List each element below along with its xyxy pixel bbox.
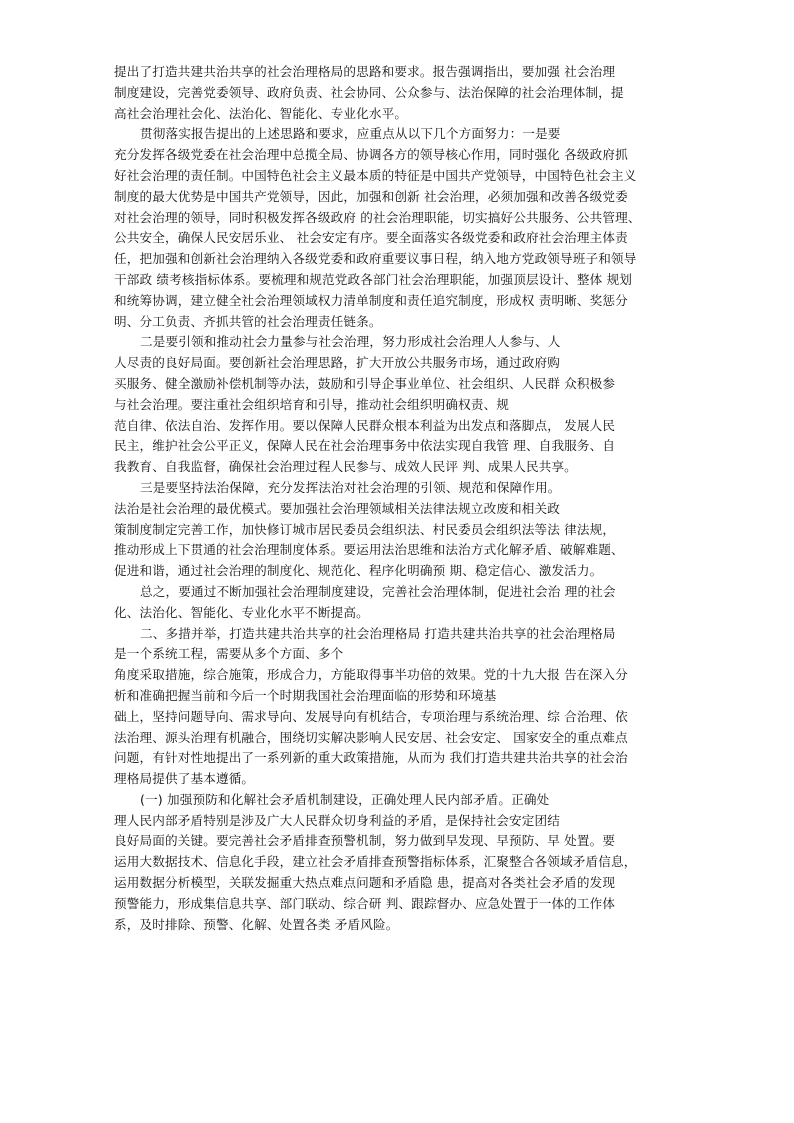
text-line: 干部政 绩考核指标体系。要梳理和规范党政各部门社会治理职能，加强顶层设计、整体 规划 xyxy=(114,271,633,287)
paragraph-first-line: (一) 加强预防和化解社会矛盾机制建设，正确处理人民内部矛盾。正确处 xyxy=(140,791,550,807)
text-line: 和统筹协调，建立健全社会治理领域权力清单制度和责任追究制度，形成权 责明晰、奖惩分 xyxy=(114,292,628,308)
text-line: 运用大数据技术、信息化手段，建立社会矛盾排查预警指标体系，汇聚整合各领域矛盾信息， xyxy=(114,854,637,870)
text-line: 对社会治理的领导，同时积极发挥各级政府 的社会治理职能，切实搞好公共服务、公共管理、 xyxy=(114,209,641,225)
text-line: 提出了打造共建共治共享的社会治理格局的思路和要求。报告强调指出，要加强 社会治理 xyxy=(114,64,616,79)
text-line: 推动形成上下贯通的社会治理制度体系。要运用法治思维和法治方式化解矛盾、破解难题、 xyxy=(114,542,624,558)
text-line: 任，把加强和创新社会治理纳入各级党委和政府重要议事日程，纳入地方党政领导班子和领导 xyxy=(114,251,637,267)
text-line: 我教育、自我监督，确保社会治理过程人民参与、成效人民评 判、成果人民共享。 xyxy=(114,459,577,475)
text-line: 系，及时排除、预警、化解、处置各类 矛盾风险。 xyxy=(114,916,399,932)
text-line: 公共安全，确保人民安居乐业、 社会安定有序。要全面落实各级党委和政府社会治理主体责 xyxy=(114,230,628,246)
paragraph-first-line: 二、多措并举，打造共建共治共享的社会治理格局 打造共建共治共享的社会治理格局 xyxy=(140,625,616,641)
paragraph-first-line: 总之，要通过不断加强社会治理制度建设，完善社会治理体制，促进社会治 理的社会 xyxy=(140,583,616,599)
text-line: 析和准确把握当前和今后一个时期我国社会治理面临的形势和环境基 xyxy=(114,687,497,703)
text-line: 范自律、依法自治、发挥作用。要以保障人民群众根本利益为出发点和落脚点， 发展人民 xyxy=(114,417,616,433)
text-line: 人尽责的良好局面。要创新社会治理思路，扩大开放公共服务市场，通过政府购 xyxy=(114,355,561,371)
text-line: 促进和谐，通过社会治理的制度化、规范化、程序化明确预 期、稳定信心、激发活力。 xyxy=(114,563,603,579)
text-line: 是一个系统工程，需要从多个方面、多个 xyxy=(114,646,344,662)
text-line: 化、法治化、智能化、专业化水平不断提高。 xyxy=(114,604,369,620)
text-line: 高社会治理社会化、法治化、智能化、专业化水平。 xyxy=(114,105,408,121)
text-line: 充分发挥各级党委在社会治理中总揽全局、协调各方的领导核心作用，同时强化 各级政府抓 xyxy=(114,147,628,163)
text-line: 明、分工负责、齐抓共管的社会治理责任链条。 xyxy=(114,313,382,329)
text-line: 制度的最大优势是中国共产党领导，因此，加强和创新 社会治理，必须加强和改善各级党委 xyxy=(114,188,628,204)
text-line: 理人民内部矛盾特别是涉及广大人民群众切身利益的矛盾，是保持社会安定团结 xyxy=(114,812,561,828)
text-line: 理格局提供了基本遵循。 xyxy=(114,771,255,787)
text-line: 好社会治理的责任制。中国特色社会主义最本质的特征是中国共产党领导，中国特色社会主义 xyxy=(114,167,637,183)
text-line: 策制度制定完善工作，加快修订城市居民委员会组织法、村民委员会组织法等法 律法规， xyxy=(114,521,616,537)
text-line: 买服务、健全激励补偿机制等办法，鼓励和引导企事业单位、社会组织、人民群 众积极参 xyxy=(114,375,616,391)
paragraph-first-line: 三是要坚持法治保障，充分发挥法治对社会治理的引领、规范和保障作用。 xyxy=(140,479,561,495)
text-line: 与社会治理。要注重社会组织培育和引导，推动社会组织明确权责、规 xyxy=(114,396,510,412)
text-line: 民主，维护社会公平正义，保障人民在社会治理事务中依法实现自我管 理、自我服务、自 xyxy=(114,438,616,454)
paragraph-first-line: 二是要引领和推动社会力量参与社会治理，努力形成社会治理人人参与、人 xyxy=(140,334,561,350)
text-line: 角度采取措施，综合施策，形成合力，方能取得事半功倍的效果。党的十九大报 告在深入分 xyxy=(114,667,628,683)
text-line: 运用数据分析模型，关联发掘重大热点难点问题和矛盾隐 患，提高对各类社会矛盾的发现 xyxy=(114,875,616,891)
paragraph-first-line: 贯彻落实报告提出的上述思路和要求，应重点从以下几个方面努力：一是要 xyxy=(140,126,561,142)
text-line: 制度建设，完善党委领导、政府负责、社会协同、公众参与、法治保障的社会治理体制，提 xyxy=(114,84,624,100)
text-line: 础上，坚持问题导向、需求导向、发展导向有机结合，专项治理与系统治理、综 合治理、依 xyxy=(114,708,628,724)
document-body xyxy=(114,62,684,935)
text-line: 法治是社会治理的最优模式。要加强社会治理领域相关法律法规立改废和相关政 xyxy=(114,500,561,516)
text-line: 良好局面的关键。要完善社会矛盾排查预警机制，努力做到早发现、早预防、早 处置。要 xyxy=(114,833,616,849)
text-line: 问题，有针对性地提出了一系列新的重大政策措施，从而为 我们打造共建共治共享的社会治 xyxy=(114,750,628,766)
text-line: 预警能力，形成集信息共享、部门联动、综合研 判、跟踪督办、应急处置于一体的工作体 xyxy=(114,895,616,911)
text-line: 法治理、源头治理有机融合，围绕切实解决影响人民安居、社会安定、 国家安全的重点难点 xyxy=(114,729,628,745)
